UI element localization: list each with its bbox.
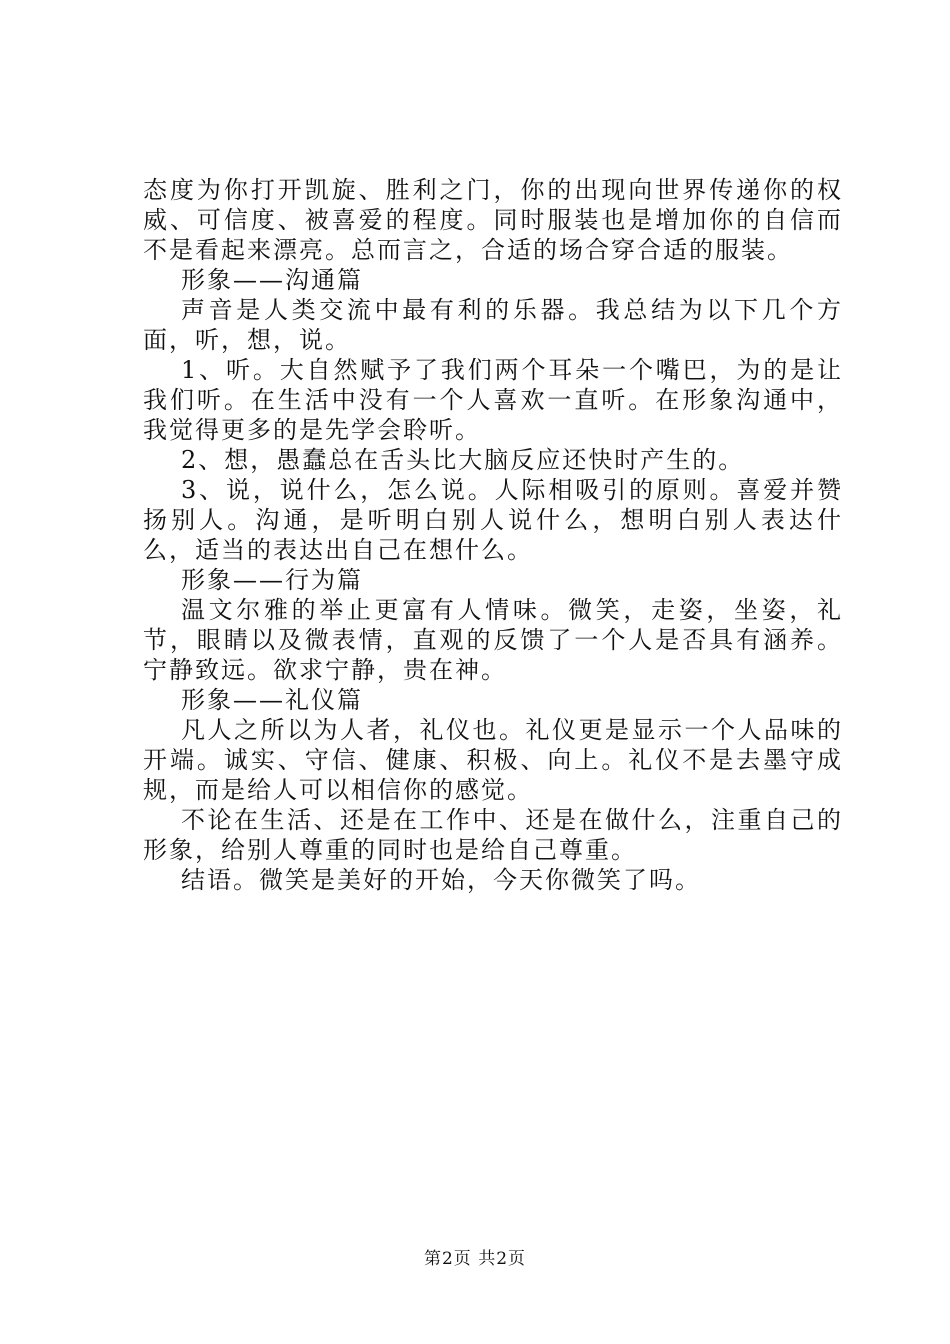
section-heading-behavior: 形象——行为篇	[181, 566, 363, 594]
paragraph-listen: 1、听。大自然赋予了我们两个耳朵一个嘴巴，为的是让我们听。在生活中没有一个人喜欢一直听。在形象沟通中，我觉得更多的是先学会聆听。	[143, 356, 843, 444]
section-heading-communication: 形象——沟通篇	[181, 266, 363, 294]
document-body	[143, 175, 843, 895]
paragraph-voice: 声音是人类交流中最有利的乐器。我总结为以下几个方面，听，想，说。	[143, 296, 843, 354]
paragraph-think: 2、想，愚蠢总在舌头比大脑反应还快时产生的。	[181, 446, 745, 474]
section-heading-etiquette: 形象——礼仪篇	[181, 686, 363, 714]
paragraph-conclusion: 结语。微笑是美好的开始，今天你微笑了吗。	[181, 866, 701, 894]
paragraph-manners: 温文尔雅的举止更富有人情味。微笑，走姿，坐姿，礼节，眼睛以及微表情，直观的反馈了一个人是否具有涵养。宁静致远。欲求宁静，贵在神。	[143, 596, 843, 684]
paragraph-speak: 3、说，说什么，怎么说。人际相吸引的原则。喜爱并赞扬别人。沟通，是听明白别人说什么，想明白别人表达什么，适当的表达出自己在想什么。	[143, 476, 843, 564]
paragraph-respect: 不论在生活、还是在工作中、还是在做什么，注重自己的形象，给别人尊重的同时也是给自己尊重。	[143, 806, 843, 864]
paragraph-etiquette: 凡人之所以为人者，礼仪也。礼仪更是显示一个人品味的开端。诚实、守信、健康、积极、向上。礼仪不是去墨守成规，而是给人可以相信你的感觉。	[143, 716, 843, 804]
paragraph-continuation: 态度为你打开凯旋、胜利之门，你的出现向世界传递你的权威、可信度、被喜爱的程度。同时服装也是增加你的自信而不是看起来漂亮。总而言之，合适的场合穿合适的服装。	[143, 176, 843, 264]
page-number-footer: 第2页 共2页	[423, 1249, 527, 1269]
